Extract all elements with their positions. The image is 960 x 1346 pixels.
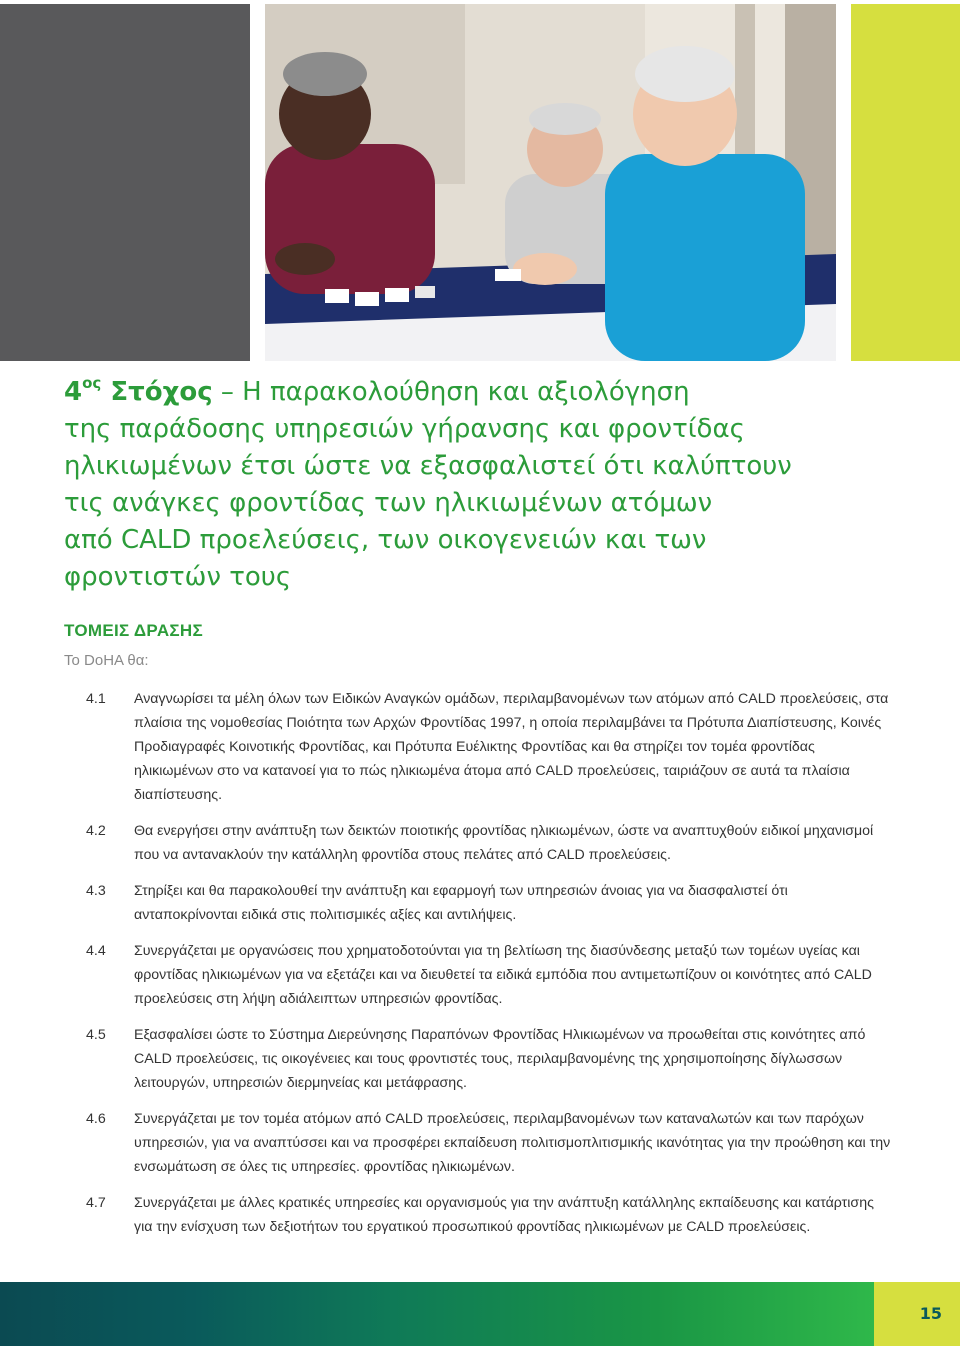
- footer-gradient-band: [0, 1282, 874, 1346]
- item-text: Αναγνωρίσει τα μέλη όλων των Ειδικών Αναγκών ομάδων, περιλαμβανομένων των ατόμων από CALD προελεύσεις, στα πλαίσια της νομοθεσίας Ποιότητα των Αρχών Φροντίδας 1997, η οποία περιλαμβάνει τα Πρότυπα Διαπίστευσης, Κοινές Προδιαγραφές Κοινοτικής Φροντίδας, και Πρότυπα Ευέλικτης Φροντίδας και θα στηρίζει τον τομέα φροντίδας ηλικιωμένων στο να κατανοεί για το πώς ηλικιωμένα άτομα από CALD προελεύσεις, ταιριάζουν σε αυτά τα πλαίσια διαπίστευσης.: [134, 691, 889, 803]
- item-number: 4.2: [86, 823, 106, 839]
- header-photo: [265, 4, 836, 361]
- item-number: 4.1: [86, 691, 106, 707]
- goal-word: Στόχος: [101, 377, 213, 407]
- header-gray-block: [0, 4, 250, 361]
- item-text: Συνεργάζεται με οργανώσεις που χρηματοδοτούνται για τη βελτίωση της διασύνδεσης μεταξύ των τομέων υγείας και φροντίδας ηλικιωμένων για να εξετάζει και να διευθετεί τα ειδικά εμπόδια που αντιμετωπίζουν οι κοινότητες από CALD προελεύσεις στη λήψη αδιάλειπτων υπηρεσιών φροντίδας.: [134, 943, 872, 1007]
- list-item: [64, 687, 894, 807]
- section-heading: ΤΟΜΕΙΣ ΔΡΑΣΗΣ: [64, 621, 203, 640]
- item-number: 4.7: [86, 1195, 106, 1211]
- item-number: 4.4: [86, 943, 106, 959]
- list-item: [64, 1107, 894, 1179]
- title-line-6: φροντιστών τους: [64, 562, 292, 592]
- goal-superscript: ος: [82, 374, 102, 393]
- item-text: Θα ενεργήσει στην ανάπτυξη των δεικτών ποιοτικής φροντίδας ηλικιωμένων, ώστε να αναπτυχθούν ειδικοί μηχανισμοί που να αντανακλούν την κατάλληλη φροντίδα στους πελάτες από CALD προελεύσεις.: [134, 823, 874, 863]
- title-line-4: τις ανάγκες φροντίδας των ηλικιωμένων ατόμων: [64, 488, 713, 518]
- goal-label: [64, 374, 213, 407]
- intro-text: Το DoHA θα:: [64, 652, 149, 669]
- page-number: 15: [919, 1304, 942, 1323]
- item-number: 4.6: [86, 1111, 106, 1127]
- item-text: Στηρίξει και θα παρακολουθεί την ανάπτυξη και εφαρμογή των υπηρεσιών άνοιας για να διασφαλιστεί ότι ανταποκρίνονται ειδικά στις πολιτισμικές αξίες και αντιλήψεις.: [134, 883, 788, 923]
- item-number: 4.3: [86, 883, 106, 899]
- item-text: Συνεργάζεται με τον τομέα ατόμων από CALD προελεύσεις, περιλαμβανομένων των καταναλωτών και των παρόχων υπηρεσιών, για να αναπτύσσει και να προσφέρει εκπαίδευση πολιτισμοπλιτισμικής ικανότητας για την προώθηση και την ενσωμάτωση σε όλες τις υπηρεσίες. φροντίδας ηλικιωμένων.: [134, 1111, 891, 1175]
- list-item: [64, 939, 894, 1011]
- list-item: [64, 819, 894, 867]
- header-lime-block: [851, 4, 960, 361]
- list-item: [64, 879, 894, 927]
- list-item: [64, 1023, 894, 1095]
- title-line-1: Η παρακολούθηση και αξιολόγηση: [242, 377, 690, 407]
- item-text: Συνεργάζεται με άλλες κρατικές υπηρεσίες και οργανισμούς για την ανάπτυξη κατάλληλης εκπαίδευσης και κατάρτισης για την ενίσχυση των δεξιοτήτων του εργατικού προσωπικού φροντίδας ηλικιωμένων με CALD προελεύσεις.: [134, 1195, 874, 1235]
- goal-number: 4: [64, 377, 83, 407]
- item-text: Εξασφαλίσει ώστε το Σύστημα Διερεύνησης Παραπόνων Φροντίδας Ηλικιωμένων να προωθείται στις κοινότητες από CALD προελεύσεις, τις οικογένειες και τους φροντιστές τους, περιλαμβανομένης της χρησιμοποίησης δίγλωσσων λειτουργών, υπηρεσιών διερμηνείας και μετάφρασης.: [134, 1027, 866, 1091]
- title-line-2: της παράδοσης υπηρεσιών γήρανσης και φροντίδας: [64, 414, 745, 444]
- goal-dash: –: [212, 377, 243, 407]
- goal-title: [64, 374, 884, 596]
- list-item: [64, 1191, 894, 1239]
- action-items-list: [64, 687, 894, 1251]
- title-line-3: ηλικιωμένων έτσι ώστε να εξασφαλιστεί ότι καλύπτουν: [64, 451, 792, 481]
- title-line-5: από CALD προελεύσεις, των οικογενειών και των: [64, 525, 707, 555]
- footer-page-block: [874, 1282, 960, 1346]
- page-footer: [0, 1282, 960, 1346]
- item-number: 4.5: [86, 1027, 106, 1043]
